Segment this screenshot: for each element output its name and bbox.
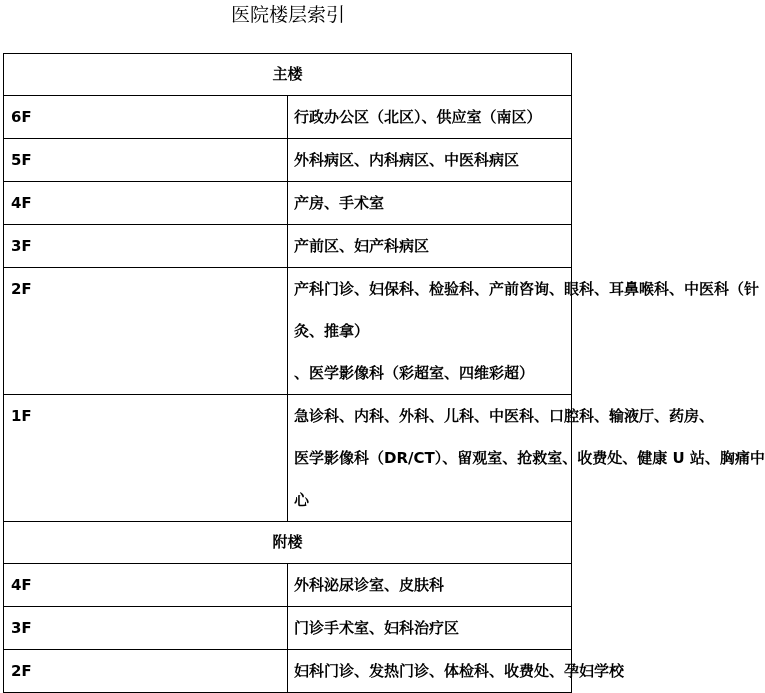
section-row-main <box>4 54 572 96</box>
department-line: 灸、推拿） <box>294 322 370 340</box>
floor-index-table <box>3 53 765 693</box>
floor-departments <box>288 650 625 693</box>
floor-label: 5F <box>4 139 288 182</box>
department-line: 产科门诊、妇保科、检验科、产前咨询、眼科、耳鼻喉科、中医科（针 <box>294 280 760 298</box>
floor-departments <box>288 607 572 650</box>
floor-label: 4F <box>4 564 288 607</box>
department-line: 妇科门诊、发热门诊、体检科、收费处、孕妇学校 <box>294 662 625 680</box>
floor-label: 1F <box>4 395 288 522</box>
section-heading-main: 主楼 <box>4 54 572 96</box>
page-title: 医院楼层索引 <box>230 4 345 26</box>
department-line: 医学影像科（DR/CT）、留观室、抢救室、收费处、健康 U 站、胸痛中 <box>294 449 765 467</box>
section-row-annex <box>4 522 572 564</box>
floor-label: 6F <box>4 96 288 139</box>
department-line: 外科病区、内科病区、中医科病区 <box>294 151 520 169</box>
floor-label: 4F <box>4 182 288 225</box>
department-line: 外科泌尿诊室、皮肤科 <box>294 576 445 594</box>
floor-label: 2F <box>4 268 288 395</box>
table-row <box>4 395 572 522</box>
floor-departments <box>288 139 572 182</box>
floor-departments <box>288 268 760 395</box>
table-row <box>4 225 572 268</box>
table-row <box>4 139 572 182</box>
floor-departments <box>288 564 572 607</box>
floor-label: 2F <box>4 650 288 693</box>
table-row <box>4 268 572 395</box>
floor-departments <box>288 96 572 139</box>
floor-label: 3F <box>4 225 288 268</box>
department-line: 急诊科、内科、外科、儿科、中医科、口腔科、输液厅、药房、 <box>294 407 715 425</box>
department-line: 门诊手术室、妇科治疗区 <box>294 619 460 637</box>
department-line: 心 <box>294 491 310 509</box>
section-heading-annex: 附楼 <box>4 522 572 564</box>
table-row <box>4 607 572 650</box>
department-line: 行政办公区（北区）、供应室（南区） <box>294 108 542 126</box>
department-line: 、医学影像科（彩超室、四维彩超） <box>294 364 535 382</box>
floor-departments <box>288 225 572 268</box>
table-row <box>4 182 572 225</box>
department-line: 产房、手术室 <box>294 194 385 212</box>
table-row <box>4 96 572 139</box>
department-line: 产前区、妇产科病区 <box>294 237 430 255</box>
table-row <box>4 564 572 607</box>
floor-label: 3F <box>4 607 288 650</box>
table-row <box>4 650 572 693</box>
floor-departments <box>288 395 765 522</box>
floor-departments <box>288 182 572 225</box>
